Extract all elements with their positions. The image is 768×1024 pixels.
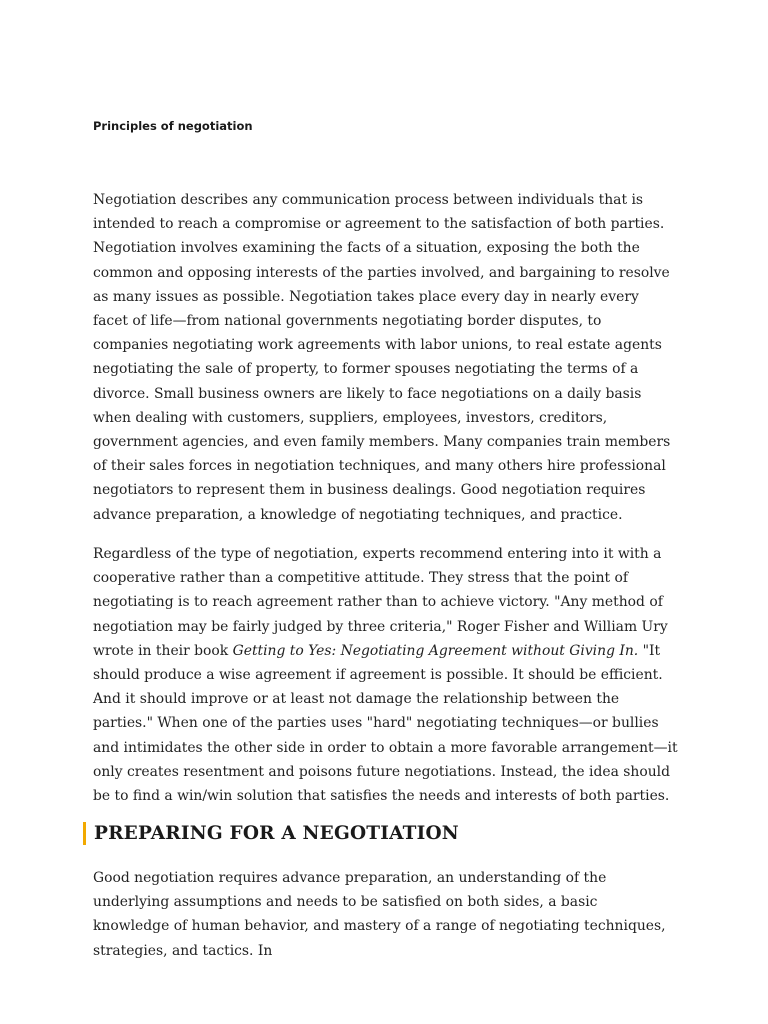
paragraph-text-after-book: "It should produce a wise agreement if agreement is possible. It should be efficient. And it should improve or at least not damage the relationship between the parties." When one of the parties uses "hard" negotiating techniques—or bullies and intimidates the other side in order to obtain a more favorable arrangement—it only creates resentment and poisons future negotiations. Instead, the idea should be to find a win/win solution that satisfies the needs and interests of both parties. <box>93 642 678 805</box>
book-title: Getting to Yes: Negotiating Agreement without Giving In. <box>232 642 639 659</box>
paragraph-intro: Negotiation describes any communication process between individuals that is intended to reach a compromise or agreement to the satisfaction of both parties. Negotiation involves examining the facts of a situation, exposing the both the common and opposing interests of the parties involved, and bargaining to resolve as many issues as possible. Negotiation takes place every day in nearly every facet of life—from national governments negotiating border disputes, to companies negotiating work agreements with labor unions, to real estate agents negotiating the sale of property, to former spouses negotiating the terms of a divorce. Small business owners are likely to face negotiations on a daily basis when dealing with customers, suppliers, employees, investors, creditors, government agencies, and even family members. Many companies train members of their sales forces in negotiation techniques, and many others hire professional negotiators to represent them in business dealings. Good negotiation requires advance preparation, a knowledge of negotiating techniques, and practice. <box>93 192 671 523</box>
paragraph-cooperative-attitude <box>93 542 678 808</box>
section-accent-bar <box>83 822 86 845</box>
paragraph-preparation: Good negotiation requires advance preparation, an understanding of the underlying assumptions and needs to be satisfied on both sides, a basic knowledge of human behavior, and mastery of a range of negotiating techniques, strategies, and tactics. In <box>93 870 666 959</box>
document-title: Principles of negotiation <box>93 119 253 133</box>
paragraph-text-before-book: Regardless of the type of negotiation, experts recommend entering into it with a cooperative rather than a competitive attitude. They stress that the point of negotiating is to reach agreement rather than to achieve victory. "Any method of negotiation may be fairly judged by three criteria," Roger Fisher and William Ury wrote in their book <box>93 546 668 659</box>
section-heading <box>83 820 459 847</box>
section-heading-text: PREPARING FOR A NEGOTIATION <box>94 823 459 844</box>
